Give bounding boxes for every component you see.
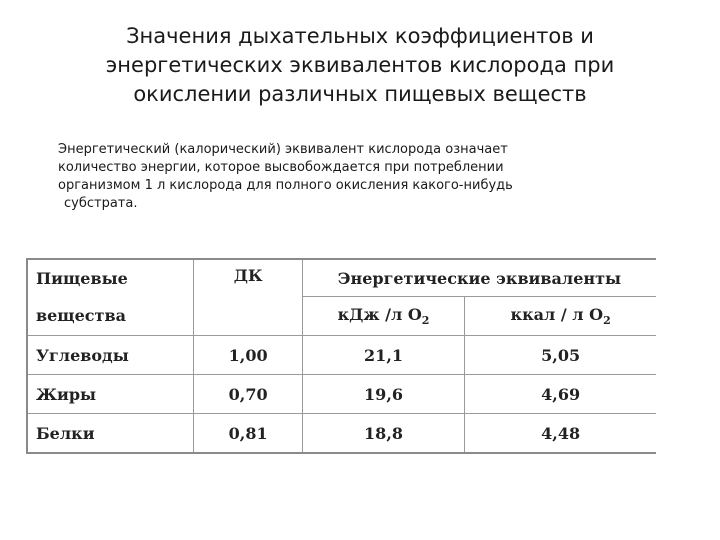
table-row: [27, 375, 656, 414]
table-header-row: [27, 259, 656, 297]
coefficients-table: [26, 258, 656, 454]
cell-dk: 0,81: [194, 414, 302, 454]
paragraph-line: организмом 1 л кислорода для полного окисления какого-нибудь: [58, 178, 513, 193]
header-kj-label: кДж /л О: [337, 304, 422, 324]
header-energy: Энергетические эквиваленты: [302, 259, 656, 297]
paragraph-line: субстрата.: [64, 196, 138, 211]
title-line: Значения дыхательных коэффициентов и: [126, 24, 594, 48]
title-line: окислении различных пищевых веществ: [133, 82, 587, 106]
header-dk: [194, 259, 302, 336]
cell-kj: 19,6: [302, 375, 464, 414]
header-food-line1: Пищевые: [27, 259, 194, 297]
header-food-line2: вещества: [27, 297, 194, 336]
paragraph-line: количество энергии, которое высвобождается при потреблении: [58, 160, 504, 175]
subscript-2: 2: [603, 314, 611, 328]
header-kj: [302, 297, 464, 336]
cell-kcal: 4,48: [465, 414, 656, 454]
title-line: энергетических эквивалентов кислорода при: [105, 53, 615, 77]
definition-paragraph: [58, 141, 678, 213]
header-dk-label: ДК: [233, 266, 263, 285]
cell-name: Жиры: [27, 375, 194, 414]
header-kcal: [465, 297, 656, 336]
cell-kcal: 5,05: [465, 336, 656, 375]
cell-kcal: 4,69: [465, 375, 656, 414]
slide-title: [40, 22, 680, 109]
cell-dk: 0,70: [194, 375, 302, 414]
paragraph-line: Энергетический (калорический) эквивалент кислорода означает: [58, 142, 508, 157]
cell-dk: 1,00: [194, 336, 302, 375]
subscript-2: 2: [421, 314, 430, 328]
table-row: [27, 414, 656, 454]
cell-kj: 21,1: [302, 336, 464, 375]
table-row: [27, 336, 656, 375]
cell-name: Углеводы: [27, 336, 194, 375]
header-kcal-label: ккал / л О: [510, 304, 604, 324]
table-subheader-row: [27, 297, 656, 336]
cell-kj: 18,8: [302, 414, 464, 454]
cell-name: Белки: [27, 414, 194, 454]
